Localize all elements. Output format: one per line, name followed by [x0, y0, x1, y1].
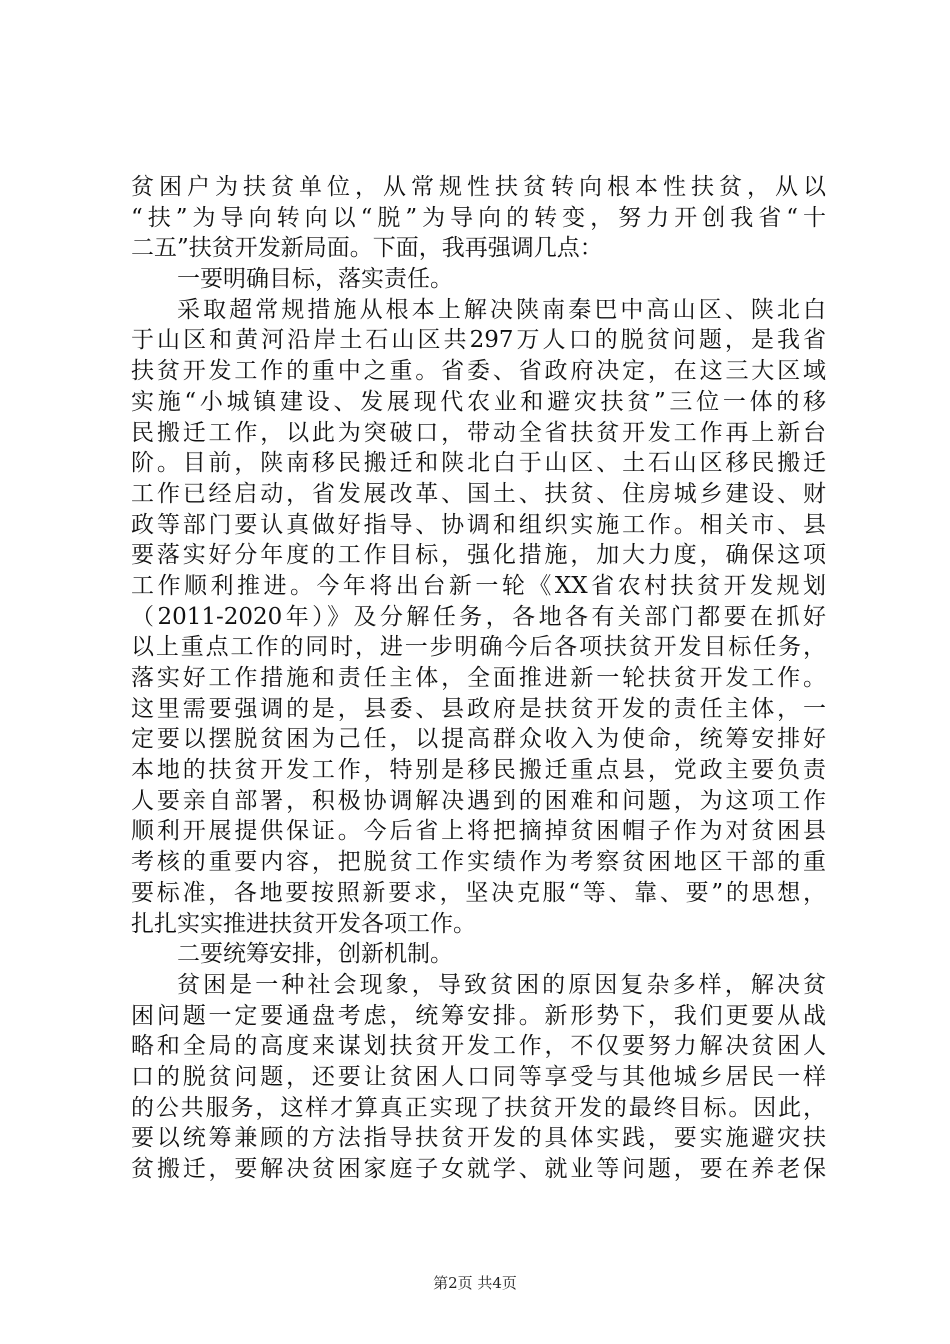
- page-footer: 第2页 共4页: [433, 1274, 517, 1292]
- text-line: 工作顺利推进。今年将出台新一轮《XX省农村扶贫开发规划: [131, 572, 826, 599]
- document-body: [131, 172, 826, 1185]
- text-line: 扶贫开发工作的重中之重。省委、省政府决定，在这三大区域: [131, 358, 826, 385]
- text-line: 以上重点工作的同时，进一步明确今后各项扶贫开发目标任务，: [131, 634, 826, 661]
- section-heading: 二要统筹安排，创新机制。: [177, 941, 453, 968]
- text-line: 贫困是一种社会现象，导致贫困的原因复杂多样，解决贫: [177, 971, 826, 998]
- text-line: 扎扎实实推进扶贫开发各项工作。: [131, 910, 476, 937]
- text-line: 阶。目前，陕南移民搬迁和陕北白于山区、土石山区移民搬迁: [131, 450, 826, 477]
- text-line: 于山区和黄河沿岸土石山区共297万人口的脱贫问题，是我省: [131, 327, 826, 354]
- text-line: 贫搬迁，要解决贫困家庭子女就学、就业等问题，要在养老保: [131, 1156, 826, 1182]
- text-line: 这里需要强调的是，县委、县政府是扶贫开发的责任主体，一: [131, 695, 826, 722]
- text-line: 落实好工作措施和责任主体，全面推进新一轮扶贫开发工作。: [131, 665, 826, 691]
- text-line: 困问题一定要通盘考虑，统筹安排。新形势下，我们更要从战: [131, 1002, 826, 1029]
- section-heading: 一要明确目标，落实责任。: [177, 266, 453, 293]
- text-line: 贫困户为扶贫单位，从常规性扶贫转向根本性扶贫，从以: [131, 174, 826, 200]
- text-line: （2011-2020年）》及分解任务，各地各有关部门都要在抓好: [131, 603, 826, 630]
- text-line: 口的脱贫问题，还要让贫困人口同等享受与其他城乡居民一样: [131, 1063, 826, 1090]
- text-line: 采取超常规措施从根本上解决陕南秦巴中高山区、陕北白: [177, 296, 826, 323]
- text-line: “扶”为导向转向以“脱”为导向的转变，努力开创我省“十: [131, 204, 826, 231]
- text-line: 要标准，各地要按照新要求，坚决克服“等、靠、要”的思想，: [131, 879, 826, 906]
- text-line: 略和全局的高度来谋划扶贫开发工作，不仅要努力解决贫困人: [131, 1033, 826, 1060]
- text-line: 政等部门要认真做好指导、协调和组织实施工作。相关市、县: [131, 511, 826, 538]
- text-line: 要落实好分年度的工作目标，强化措施，加大力度，确保这项: [131, 542, 826, 569]
- text-line: 二五”扶贫开发新局面。下面，我再强调几点：: [131, 235, 603, 262]
- text-line: 要以统筹兼顾的方法指导扶贫开发的具体实践，要实施避灾扶: [131, 1125, 826, 1152]
- text-line: 民搬迁工作，以此为突破口，带动全省扶贫开发工作再上新台: [131, 419, 826, 446]
- text-line: 工作已经启动，省发展改革、国土、扶贫、住房城乡建设、财: [131, 480, 826, 507]
- text-line: 定要以摆脱贫困为己任，以提高群众收入为使命，统筹安排好: [131, 726, 826, 753]
- text-line: 顺利开展提供保证。今后省上将把摘掉贫困帽子作为对贫困县: [131, 818, 826, 845]
- text-line: 人要亲自部署，积极协调解决遇到的困难和问题，为这项工作: [131, 787, 826, 814]
- text-line: 实施“小城镇建设、发展现代农业和避灾扶贫”三位一体的移: [131, 388, 826, 415]
- text-line: 的公共服务，这样才算真正实现了扶贫开发的最终目标。因此，: [131, 1094, 826, 1121]
- text-line: 考核的重要内容，把脱贫工作实绩作为考察贫困地区干部的重: [131, 849, 826, 876]
- text-line: 本地的扶贫开发工作，特别是移民搬迁重点县，党政主要负责: [131, 757, 826, 784]
